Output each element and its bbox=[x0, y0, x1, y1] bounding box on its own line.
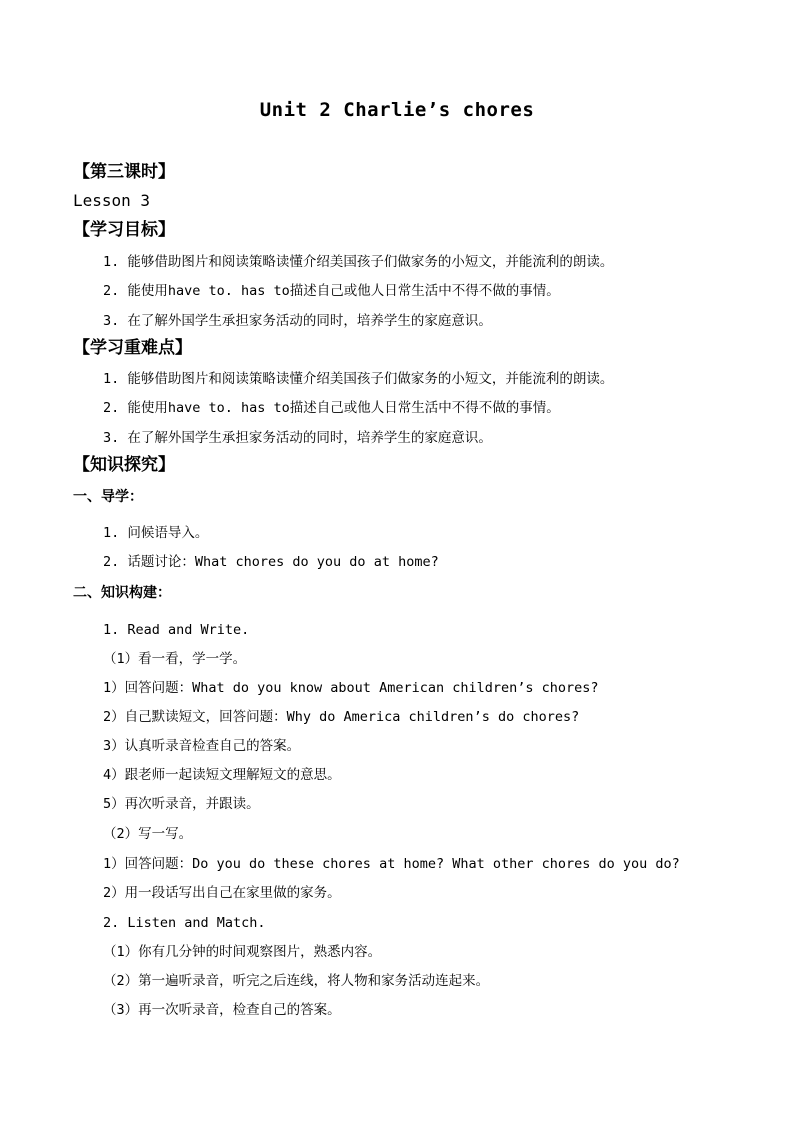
period-heading: 【第三课时】 bbox=[73, 162, 175, 182]
lesson-label: Lesson 3 bbox=[73, 191, 151, 210]
construct-item: （1）看一看，学一学。 bbox=[103, 651, 247, 667]
guide-item: 2. 话题讨论：What chores do you do at home? bbox=[103, 554, 439, 570]
construct-item: （1）你有几分钟的时间观察图片，熟悉内容。 bbox=[103, 944, 382, 960]
key-point-item: 3. 在了解外国学生承担家务活动的同时，培养学生的家庭意识。 bbox=[103, 430, 492, 446]
key-point-item: 2. 能使用have to. has to描述自己或他人日常生活中不得不做的事情。 bbox=[103, 400, 560, 416]
construct-item: 4）跟老师一起读短文理解短文的意思。 bbox=[103, 767, 341, 783]
exploration-heading: 【知识探究】 bbox=[73, 455, 175, 475]
construct-item: 2）用一段话写出自己在家里做的家务。 bbox=[103, 885, 341, 901]
construct-item: （3）再一次听录音，检查自己的答案。 bbox=[103, 1002, 341, 1018]
objective-item: 3. 在了解外国学生承担家务活动的同时，培养学生的家庭意识。 bbox=[103, 313, 492, 329]
construct-item: 3）认真听录音检查自己的答案。 bbox=[103, 738, 301, 754]
construct-item: 2. Listen and Match. bbox=[103, 915, 266, 931]
construct-item: 1）回答问题：What do you know about American children’s chores? bbox=[103, 680, 599, 696]
objectives-heading: 【学习目标】 bbox=[73, 220, 175, 240]
objective-item: 2. 能使用have to. has to描述自己或他人日常生活中不得不做的事情。 bbox=[103, 283, 560, 299]
construct-heading: 二、知识构建： bbox=[73, 585, 171, 601]
construct-item: 2）自己默读短文，回答问题：Why do America children’s do chores? bbox=[103, 709, 580, 725]
key-points-heading: 【学习重难点】 bbox=[73, 338, 192, 358]
construct-item: （2）第一遍听录音，听完之后连线，将人物和家务活动连起来。 bbox=[103, 973, 490, 989]
page-title: Unit 2 Charlie’s chores bbox=[259, 99, 535, 121]
construct-item: 1. Read and Write. bbox=[103, 622, 250, 638]
construct-item: 5）再次听录音，并跟读。 bbox=[103, 796, 260, 812]
key-point-item: 1. 能够借助图片和阅读策略读懂介绍美国孩子们做家务的小短文，并能流利的朗读。 bbox=[103, 371, 614, 387]
objective-item: 1. 能够借助图片和阅读策略读懂介绍美国孩子们做家务的小短文，并能流利的朗读。 bbox=[103, 254, 614, 270]
guide-heading: 一、导学： bbox=[73, 489, 143, 505]
guide-item: 1. 问候语导入。 bbox=[103, 525, 209, 541]
construct-item: （2）写一写。 bbox=[103, 826, 193, 842]
construct-item: 1）回答问题：Do you do these chores at home? What other chores do you do? bbox=[103, 856, 680, 872]
